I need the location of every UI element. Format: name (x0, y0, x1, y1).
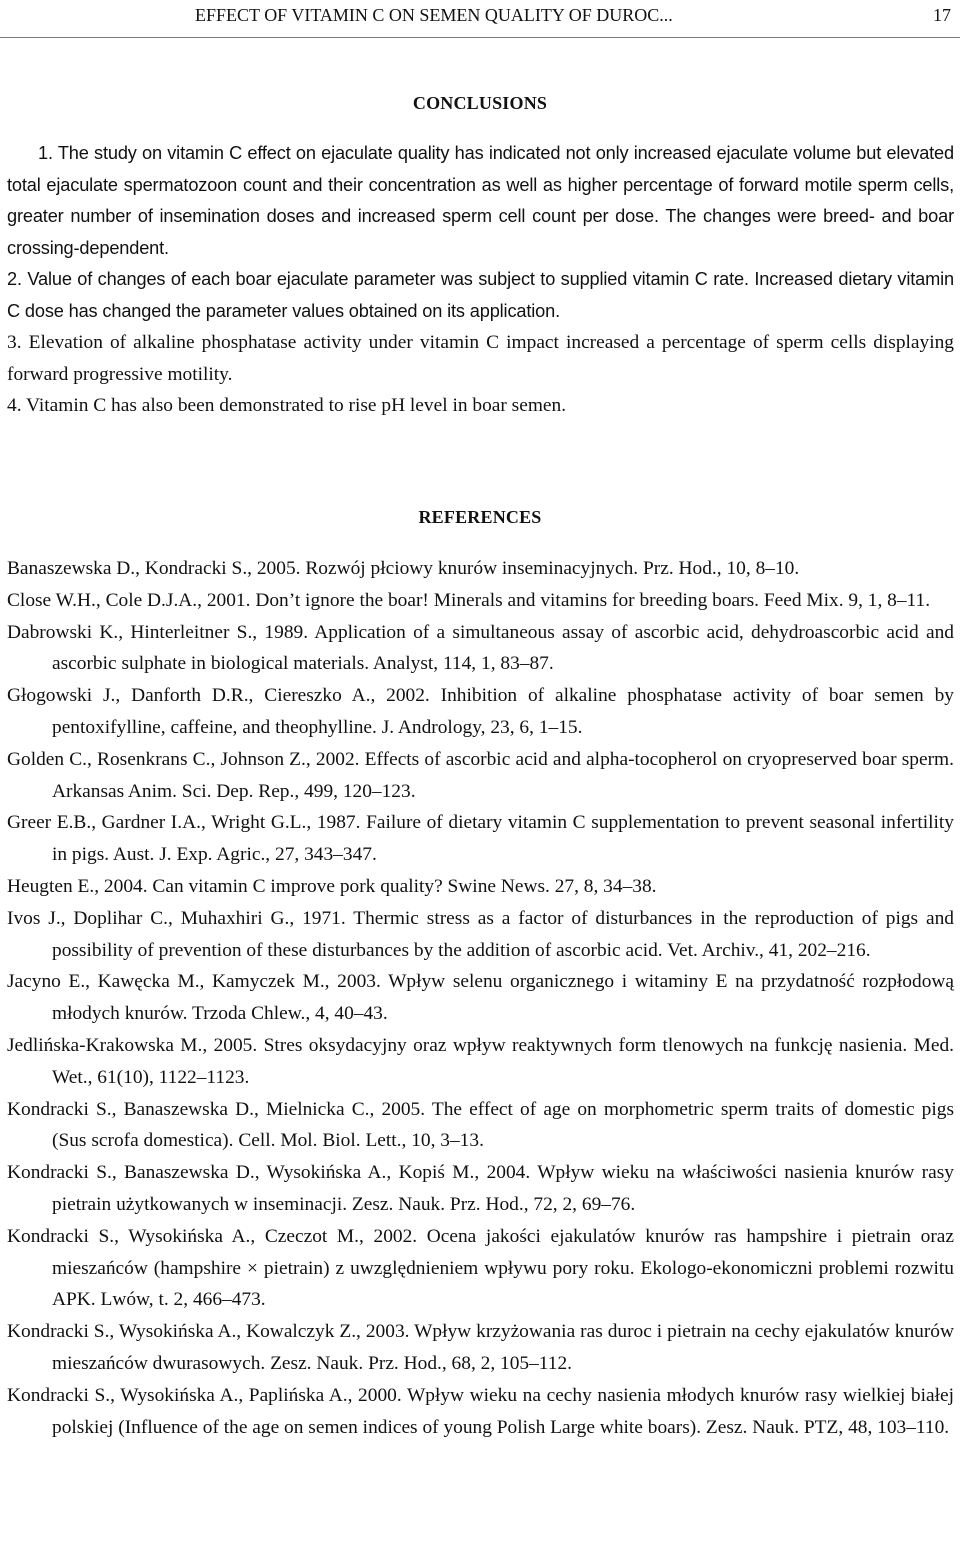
running-header (0, 0, 960, 38)
conclusion-item-2: 2. Value of changes of each boar ejaculate parameter was subject to supplied vitamin C rate. Increased dietary vitamin C dose has changed the parameter values obtained on its application. (7, 269, 954, 321)
conclusions-heading: CONCLUSIONS (412, 92, 548, 113)
conclusion-item-3: 3. Elevation of alkaline phosphatase activity under vitamin C impact increased a percentage of sperm cells displaying forward progressive motility. (7, 332, 954, 385)
reference-item: Golden C., Rosenkrans C., Johnson Z., 2002. Effects of ascorbic acid and alpha-tocopherol on cryopreserved boar sperm. Arkansas Anim. Sci. Dep. Rep., 499, 120–123. (7, 748, 954, 802)
reference-item: Kondracki S., Banaszewska D., Mielnicka C., 2005. The effect of age on morphometric sperm traits of domestic pigs (Sus scrofa domestica). Cell. Mol. Biol. Lett., 10, 3–13. (7, 1098, 954, 1152)
conclusion-item-1: 1. The study on vitamin C effect on ejaculate quality has indicated not only increased ejaculate volume but elevated total ejaculate spermatozoon count and their concentration as well as higher percentage of forward motile sperm cells, greater number of insemination doses and increased sperm cell count per dose. The changes were breed- and boar crossing-dependent. (7, 143, 954, 258)
conclusion-item-4: 4. Vitamin C has also been demonstrated to rise pH level in boar semen. (7, 395, 567, 416)
conclusions-section (7, 138, 954, 422)
reference-item: Greer E.B., Gardner I.A., Wright G.L., 1987. Failure of dietary vitamin C supplementation to prevent seasonal infertility in pigs. Aust. J. Exp. Agric., 27, 343–347. (7, 812, 954, 866)
reference-item: Kondracki S., Wysokińska A., Paplińska A., 2000. Wpływ wieku na cechy nasienia młodych knurów rasy wielkiej białej polskiej (Influence of the age on semen indices of young Polish Large white boars). Zesz. Nauk. PTZ, 48, 103–110. (7, 1384, 954, 1438)
references-heading: REFERENCES (418, 506, 542, 527)
reference-item: Banaszewska D., Kondracki S., 2005. Rozwój płciowy knurów inseminacyjnych. Prz. Hod., 10, 8–10. (7, 558, 800, 579)
page-number: 17 (933, 5, 951, 25)
reference-item: Jedlińska-Krakowska M., 2005. Stres oksydacyjny oraz wpływ reaktywnych form tlenowych na funkcję nasienia. Med. Wet., 61(10), 1122–1123. (7, 1034, 954, 1088)
running-title: EFFECT OF VITAMIN C ON SEMEN QUALITY OF DUROC... (195, 5, 673, 25)
reference-item: Close W.H., Cole D.J.A., 2001. Don’t ignore the boar! Minerals and vitamins for breeding boars. Feed Mix. 9, 1, 8–11. (7, 589, 931, 611)
reference-item: Dabrowski K., Hinterleitner S., 1989. Application of a simultaneous assay of ascorbic acid, dehydroascorbic acid and ascorbic sulphate in biological materials. Analyst, 114, 1, 83–87. (7, 621, 954, 675)
reference-item: Kondracki S., Wysokińska A., Kowalczyk Z., 2003. Wpływ krzyżowania ras duroc i pietrain na cechy ejakulatów knurów mieszańców dwurasowych. Zesz. Nauk. Prz. Hod., 68, 2, 105–112. (7, 1321, 954, 1374)
reference-item: Kondracki S., Banaszewska D., Wysokińska A., Kopiś M., 2004. Wpływ wieku na właściwości nasienia knurów rasy pietrain użytkowanych w inseminacji. Zesz. Nauk. Prz. Hod., 72, 2, 69–76. (7, 1162, 954, 1215)
reference-item: Jacyno E., Kawęcka M., Kamyczek M., 2003. Wpływ selenu organicznego i witaminy E na przydatność rozpłodową młodych knurów. Trzoda Chlew., 4, 40–43. (7, 971, 954, 1025)
reference-item: Heugten E., 2004. Can vitamin C improve pork quality? Swine News. 27, 8, 34–38. (7, 875, 657, 897)
references-list (7, 553, 954, 1443)
reference-item: Ivos J., Doplihar C., Muhaxhiri G., 1971. Thermic stress as a factor of disturbances in the reproduction of pigs and possibility of prevention of these disturbances by the addition of ascorbic acid. Vet. Archiv., 41, 202–216. (7, 907, 954, 961)
reference-item: Głogowski J., Danforth D.R., Ciereszko A., 2002. Inhibition of alkaline phosphatase activity of boar semen by pentoxifylline, caffeine, and theophylline. J. Andrology, 23, 6, 1–15. (7, 685, 954, 738)
reference-item: Kondracki S., Wysokińska A., Czeczot M., 2002. Ocena jakości ejakulatów knurów ras hampshire i pietrain oraz mieszańców (hampshire × pietrain) z uwzględnieniem wpływu pory roku. Ekologo-ekonomiczni problemi rozwitu APK. Lwów, t. 2, 466–473. (7, 1225, 954, 1311)
